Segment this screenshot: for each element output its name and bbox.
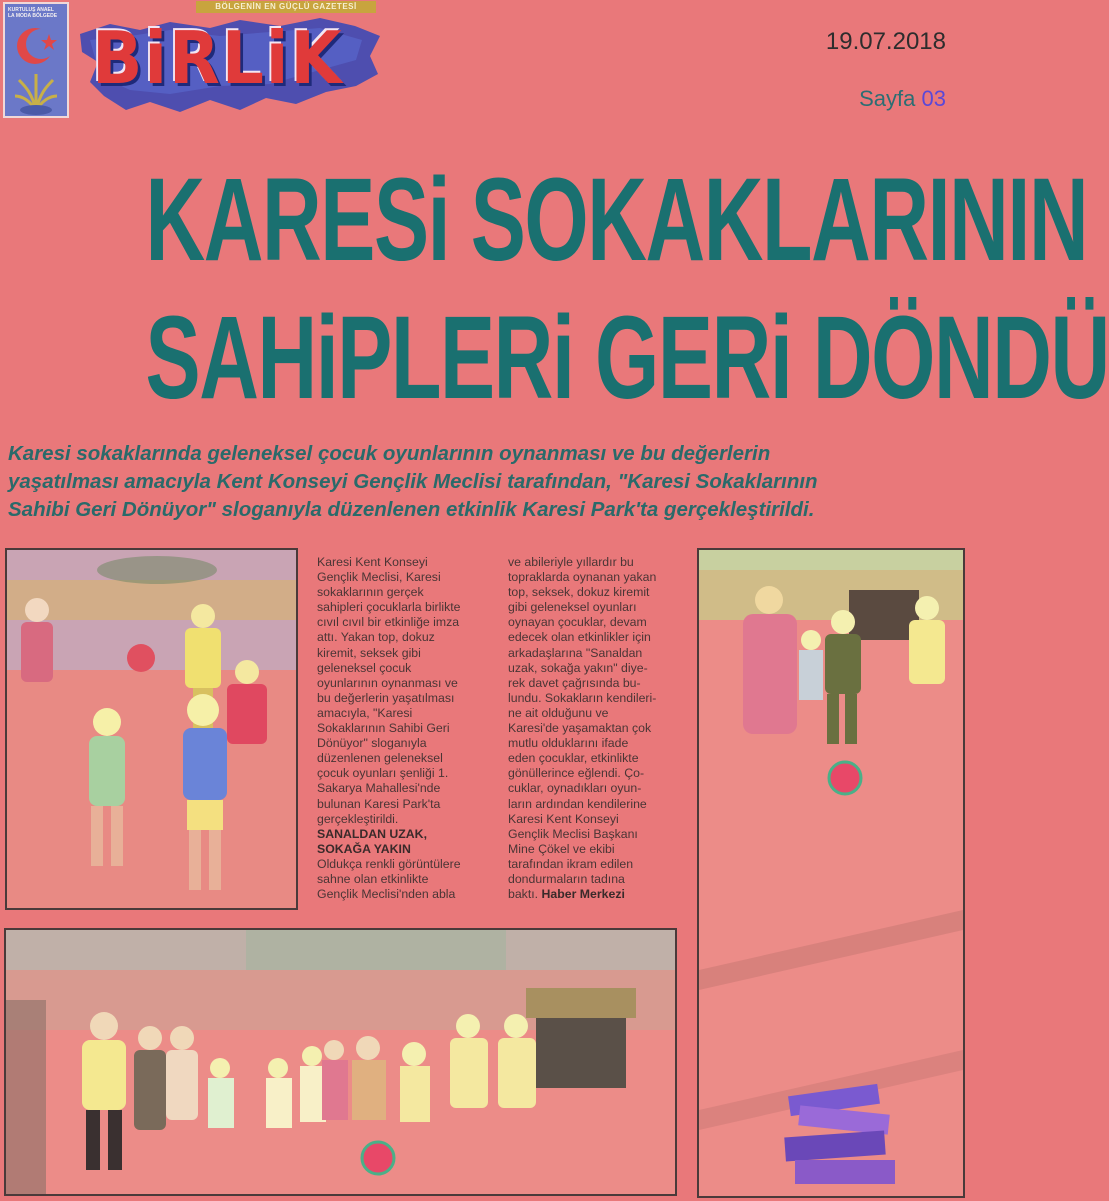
page-number: 03 (921, 86, 946, 111)
body-line: ların ardından kendilerine (508, 796, 647, 811)
ball-game-photo-image (699, 550, 963, 1196)
body-line: uzak, sokağa yakın" diye- (508, 660, 648, 675)
photo-group (4, 928, 677, 1196)
photo-children-playing-ball (5, 548, 298, 910)
body-line: kiremit, seksek gibi (317, 645, 421, 660)
body-line: top, seksek, dokuz kiremit (508, 585, 650, 600)
body-line: Gençlik Meclisi, Karesi (317, 570, 441, 585)
body-line: topraklarda oynanan yakan (508, 570, 657, 585)
article-column-2 (508, 555, 688, 902)
body-line: amacıyla, "Karesi (317, 705, 413, 720)
issue-date: 19.07.2018 (825, 28, 946, 55)
body-line: gibi geleneksel oyunları (508, 600, 637, 615)
page-label-text: Sayfa (859, 86, 916, 111)
body-line: ne ait olduğunu ve (508, 705, 609, 720)
body-line: düzenlenen geleneksel (317, 751, 443, 766)
lead-line: yaşatılması amacıyla Kent Konseyi Gençlik Meclisi tarafından, "Karesi Sokaklarının (8, 470, 818, 493)
body-line: Sokaklarının Sahibi Geri (317, 721, 450, 736)
body-line: mutlu olduklarını ifade (508, 736, 629, 751)
body-line: dondurmaların tadına (508, 871, 625, 886)
group-photo-image (6, 930, 675, 1194)
body-line: Karesi Kent Konseyi (317, 555, 428, 569)
headline-line-1: KARESi SOKAKLARININ (145, 154, 1088, 286)
article-column-1 (317, 555, 497, 902)
page-number-label (859, 86, 946, 112)
body-line: rek davet çağrısında bu- (508, 675, 641, 690)
body-line: Gençlik Meclisi'nden abla (317, 887, 456, 902)
body-line: arkadaşlarına "Sanaldan (508, 645, 643, 660)
headline-line-2: SAHiPLERi GERi DÖNDÜ (145, 292, 1109, 424)
body-line: gönüllerince eğlendi. Ço- (508, 766, 645, 781)
body-line: Sakarya Mahallesi'nde (317, 781, 441, 796)
body-line: oynayan çocuklar, devam (508, 615, 647, 630)
body-last-line (508, 887, 688, 902)
body-line: tarafından ikram edilen (508, 856, 634, 871)
masthead-tagline: BÖLGENİN EN GÜÇLÜ GAZETESİ (196, 1, 376, 13)
body-line: Karesi'de yaşamaktan çok (508, 721, 652, 736)
body-line: bulunan Karesi Park'ta (317, 796, 441, 811)
body-line: gerçekleştirildi. (317, 811, 399, 826)
subheading: SANALDAN UZAK, (317, 826, 427, 841)
body-last-text: baktı. (508, 887, 539, 902)
lead-line: Sahibi Geri Dönüyor" sloganıyla düzenlenen etkinlik Karesi Park'ta gerçekleştirildi. (8, 498, 815, 521)
crescent-star-icon (5, 4, 67, 116)
lead-paragraph (8, 440, 963, 524)
body-line: ve abileriyle yıllardır bu (508, 555, 634, 569)
body-line: Gençlik Meclisi Başkanı (508, 826, 638, 841)
body-line: sahne olan etkinlikte (317, 871, 429, 886)
crescent-star-badge (3, 2, 69, 118)
body-line: edecek olan etkinlikler için (508, 630, 651, 645)
newspaper-logo-text: BiRLiK (92, 16, 344, 100)
body-line: lundu. Sokakların kendileri- (508, 690, 657, 705)
photo-ball-game (697, 548, 965, 1198)
body-line: Dönüyor" sloganıyla (317, 736, 427, 751)
body-line: çocuk oyunları şenliği 1. (317, 766, 449, 781)
body-line: Mine Çökel ve ekibi (508, 841, 615, 856)
body-line: eden çocuklar, etkinlikte (508, 751, 639, 766)
body-line: sokaklarının gerçek (317, 585, 424, 600)
body-line: Karesi Kent Konseyi (508, 811, 619, 826)
badge-line: LA MODA BÖLGEDE (8, 13, 58, 19)
body-line: sahipleri çocuklarla birlikte (317, 600, 461, 615)
badge-line: KURTULUŞ ANAEL (8, 7, 54, 13)
body-line: cıvıl cıvıl bir etkinliğe imza (317, 615, 460, 630)
lead-line: Karesi sokaklarında geleneksel çocuk oyunlarının oynanması ve bu değerlerin (8, 442, 771, 465)
body-line: Oldukça renkli görüntülere (317, 856, 461, 871)
body-line: bu değerlerin yaşatılması (317, 690, 455, 705)
byline: Haber Merkezi (541, 887, 625, 902)
body-line: oyunlarının oynanması ve (317, 675, 458, 690)
subheading: SOKAĞA YAKIN (317, 841, 411, 856)
body-line: attı. Yakan top, dokuz (317, 630, 435, 645)
body-line: geleneksel çocuk (317, 660, 412, 675)
body-line: cuklar, oynadıkları oyun- (508, 781, 642, 796)
children-photo-image (7, 550, 296, 908)
